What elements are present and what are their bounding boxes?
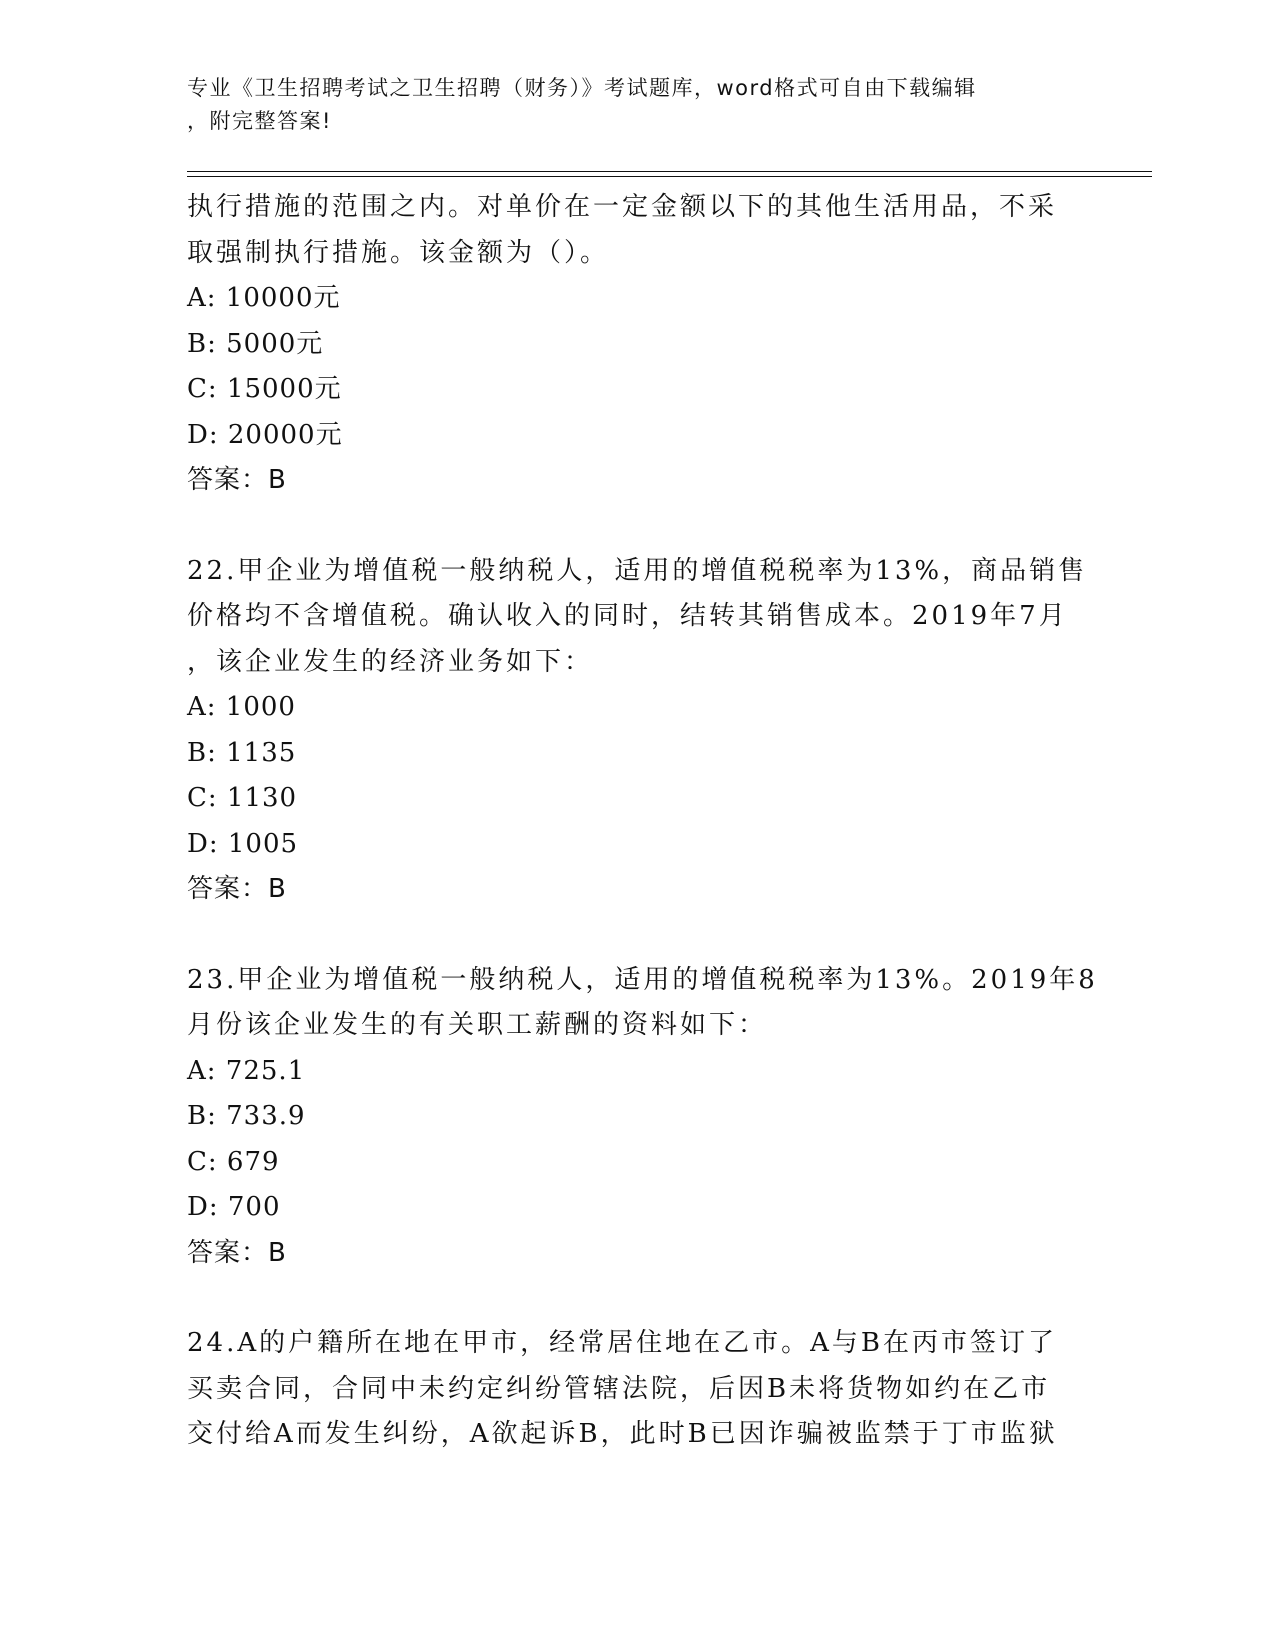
- option-d: D: 20000元: [187, 419, 343, 450]
- document-header: [187, 72, 1067, 138]
- question-22: [187, 549, 1087, 913]
- question-23: [187, 958, 1098, 1277]
- header-line-1: 专业《卫生招聘考试之卫生招聘（财务）》考试题库，word格式可自由下载编辑: [187, 76, 977, 100]
- question-text-line: 取强制执行措施。该金额为（）。: [187, 237, 610, 268]
- question-text-line: 交付给A而发生纠纷，A欲起诉B，此时B已因诈骗被监禁于丁市监狱: [187, 1419, 1058, 1449]
- spacer: [187, 1276, 1087, 1321]
- option-a: A: 725.1: [187, 1055, 306, 1086]
- spacer: [187, 504, 1087, 549]
- header-line-2: ，附完整答案!: [187, 109, 332, 133]
- option-b: B: 733.9: [187, 1101, 306, 1131]
- option-b: B: 5000元: [187, 328, 324, 359]
- answer: 答案：B: [187, 874, 287, 904]
- header-rule-top: [187, 171, 1152, 172]
- answer: 答案：B: [187, 465, 287, 495]
- option-d: D: 1005: [187, 828, 299, 859]
- question-text-line: 执行措施的范围之内。对单价在一定金额以下的其他生活用品，不采: [187, 192, 1058, 222]
- question-text-line: 价格均不含增值税。确认收入的同时，结转其销售成本。2019年7月: [187, 601, 1068, 631]
- question-content: [187, 185, 1098, 1458]
- option-c: C: 1130: [187, 783, 298, 813]
- option-a: A: 1000: [187, 692, 296, 722]
- question-text-line: ，该企业发生的经济业务如下：: [187, 646, 594, 677]
- question-24: [187, 1321, 1087, 1458]
- option-c: C: 15000元: [187, 374, 342, 404]
- answer: 答案：B: [187, 1237, 287, 1268]
- option-b: B: 1135: [187, 737, 297, 768]
- spacer: [187, 913, 1087, 958]
- option-d: D: 700: [187, 1192, 281, 1222]
- question-text-line: 22.甲企业为增值税一般纳税人，适用的增值税税率为13%，商品销售: [187, 555, 1088, 586]
- question-text-line: 24.A的户籍所在地在甲市，经常居住地在乙市。A与B在丙市签订了: [187, 1328, 1058, 1358]
- option-a: A: 10000元: [187, 283, 341, 313]
- option-c: C: 679: [187, 1146, 280, 1177]
- question-text-line: 23.甲企业为增值税一般纳税人，适用的增值税税率为13%。2019年8: [187, 964, 1098, 995]
- question-text-line: 买卖合同，合同中未约定纠纷管辖法院，后因B未将货物如约在乙市: [187, 1373, 1051, 1404]
- question-21: [187, 185, 1087, 504]
- question-text-line: 月份该企业发生的有关职工薪酬的资料如下：: [187, 1010, 768, 1040]
- header-rule-bottom: [187, 176, 1152, 177]
